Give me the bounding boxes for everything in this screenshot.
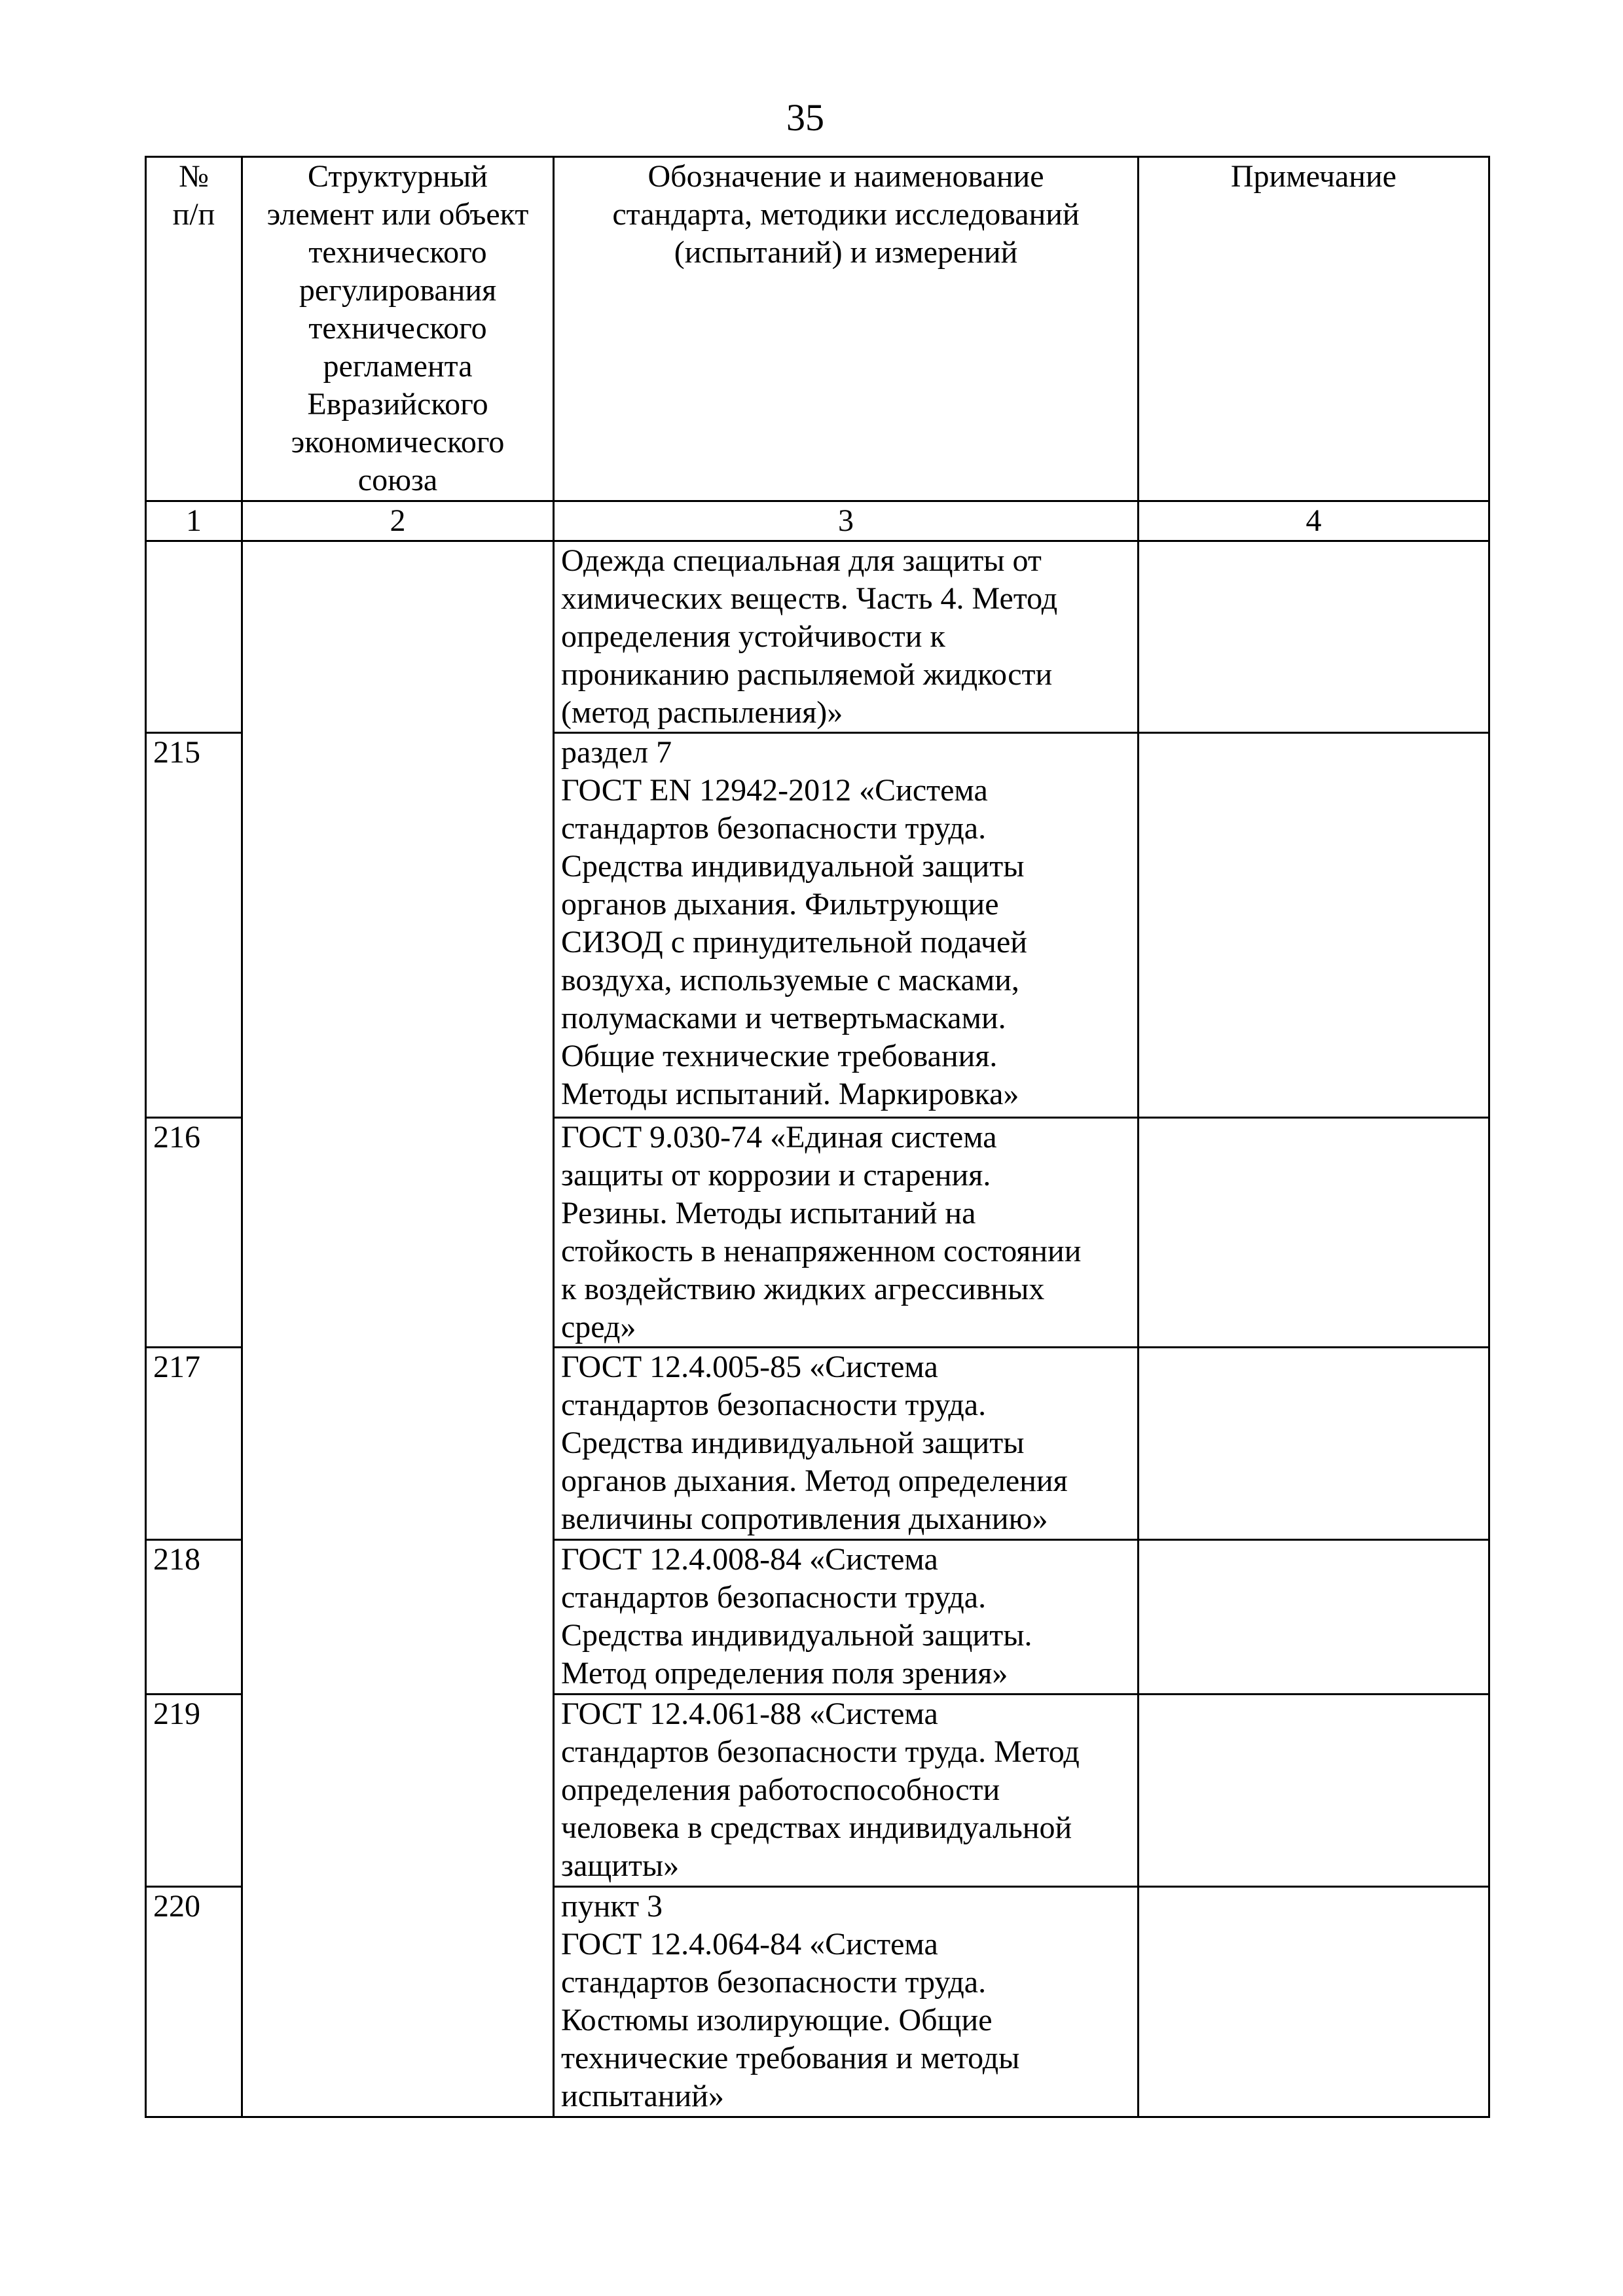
text-line: защиты от коррозии и старения. (561, 1158, 991, 1193)
note-cell (1139, 541, 1489, 733)
row-number: 220 (146, 1887, 242, 2117)
text-line: Средства индивидуальной защиты (561, 849, 1025, 884)
text-line: ГОСТ 12.4.005-85 «Система (561, 1350, 938, 1384)
header-structural-element (242, 157, 554, 501)
row-number: 219 (146, 1695, 242, 1887)
text-line: регулирования (299, 273, 497, 308)
text-line: ГОСТ 9.030-74 «Единая система (561, 1120, 997, 1155)
note-cell (1139, 733, 1489, 1118)
text-line: определения устойчивости к (561, 619, 945, 654)
text-line: Примечание (1231, 159, 1396, 194)
text-line: п/п (172, 197, 215, 232)
text-line: Общие технические требования. (561, 1039, 998, 1073)
text-line: стандарта, методики исследований (612, 197, 1080, 232)
text-line: технические требования и методы (561, 2041, 1020, 2075)
header-standard (554, 157, 1139, 501)
row-number: 218 (146, 1540, 242, 1695)
standard-cell (554, 1695, 1139, 1887)
text-line: Костюмы изолирующие. Общие (561, 2003, 993, 2037)
header-number (146, 157, 242, 501)
text-line: (испытаний) и измерений (674, 235, 1018, 270)
standards-table (145, 156, 1490, 2118)
text-line: испытаний» (561, 2079, 724, 2113)
text-line: стандартов безопасности труда. (561, 811, 987, 846)
text-line: ГОСТ EN 12942-2012 «Система (561, 773, 988, 808)
text-line: человека в средствах индивидуальной (561, 1810, 1072, 1845)
note-cell (1139, 1540, 1489, 1695)
text-line: регламента (323, 349, 473, 384)
text-line: сред» (561, 1310, 636, 1344)
text-line: Резины. Методы испытаний на (561, 1196, 976, 1230)
text-line: технического (308, 235, 487, 270)
text-line: полумасками и четвертьмасками. (561, 1001, 1006, 1035)
text-line: воздуха, используемые с масками, (561, 963, 1019, 997)
structural-element-cell (242, 541, 554, 2117)
text-line: ГОСТ 12.4.061-88 «Система (561, 1696, 938, 1731)
column-numbers-row (146, 501, 1489, 541)
table-header-row (146, 157, 1489, 501)
text-line: к воздействию жидких агрессивных (561, 1272, 1045, 1306)
column-number-1: 1 (146, 501, 242, 541)
table-row (146, 541, 1489, 733)
note-cell (1139, 1887, 1489, 2117)
text-line: определения работоспособности (561, 1772, 1000, 1807)
row-number: 215 (146, 733, 242, 1118)
text-line: № (179, 159, 209, 194)
text-line: технического (308, 311, 487, 346)
standard-cell (554, 1540, 1139, 1695)
text-line: Средства индивидуальной защиты. (561, 1618, 1032, 1653)
note-cell (1139, 1118, 1489, 1348)
text-line: СИЗОД с принудительной подачей (561, 925, 1027, 960)
standard-cell (554, 1887, 1139, 2117)
column-number-3: 3 (554, 501, 1139, 541)
text-line: раздел 7 (561, 735, 672, 770)
standard-cell (554, 733, 1139, 1118)
text-line: ГОСТ 12.4.008-84 «Система (561, 1542, 938, 1577)
standard-cell (554, 1118, 1139, 1348)
column-number-2: 2 (242, 501, 554, 541)
text-line: союза (357, 463, 438, 497)
text-line: химических веществ. Часть 4. Метод (561, 581, 1058, 616)
text-line: пункт 3 (561, 1889, 663, 1924)
text-line: стандартов безопасности труда. Метод (561, 1734, 1080, 1769)
row-number: 216 (146, 1118, 242, 1348)
page-number: 35 (786, 96, 824, 139)
row-number: 217 (146, 1348, 242, 1540)
text-line: защиты» (561, 1848, 680, 1883)
text-line: стандартов безопасности труда. (561, 1580, 987, 1615)
note-cell (1139, 1348, 1489, 1540)
text-line: органов дыхания. Фильтрующие (561, 887, 999, 922)
text-line: величины сопротивления дыханию» (561, 1501, 1048, 1536)
standard-cell (554, 1348, 1139, 1540)
text-line: Евразийского (307, 387, 488, 422)
note-cell (1139, 1695, 1489, 1887)
header-note (1139, 157, 1489, 501)
text-line: (метод распыления)» (561, 695, 843, 730)
text-line: Средства индивидуальной защиты (561, 1426, 1025, 1460)
text-line: проникaнию распыляемой жидкости (561, 657, 1053, 692)
standard-cell (554, 541, 1139, 733)
text-line: Обозначение и наименование (647, 159, 1044, 194)
text-line: стандартов безопасности труда. (561, 1388, 987, 1422)
text-line: органов дыхания. Метод определения (561, 1463, 1068, 1498)
text-line: ГОСТ 12.4.064-84 «Система (561, 1927, 938, 1962)
text-line: элемент или объект (266, 197, 529, 232)
text-line: Одежда специальная для защиты от (561, 543, 1042, 578)
column-number-4: 4 (1139, 501, 1489, 541)
text-line: Метод определения поля зрения» (561, 1656, 1008, 1691)
row-number (146, 541, 242, 733)
text-line: стойкость в ненапряженном состоянии (561, 1234, 1082, 1268)
text-line: стандартов безопасности труда. (561, 1965, 987, 2000)
text-line: Структурный (308, 159, 488, 194)
text-line: Методы испытаний. Маркировка» (561, 1077, 1019, 1111)
text-line: экономического (291, 425, 505, 459)
